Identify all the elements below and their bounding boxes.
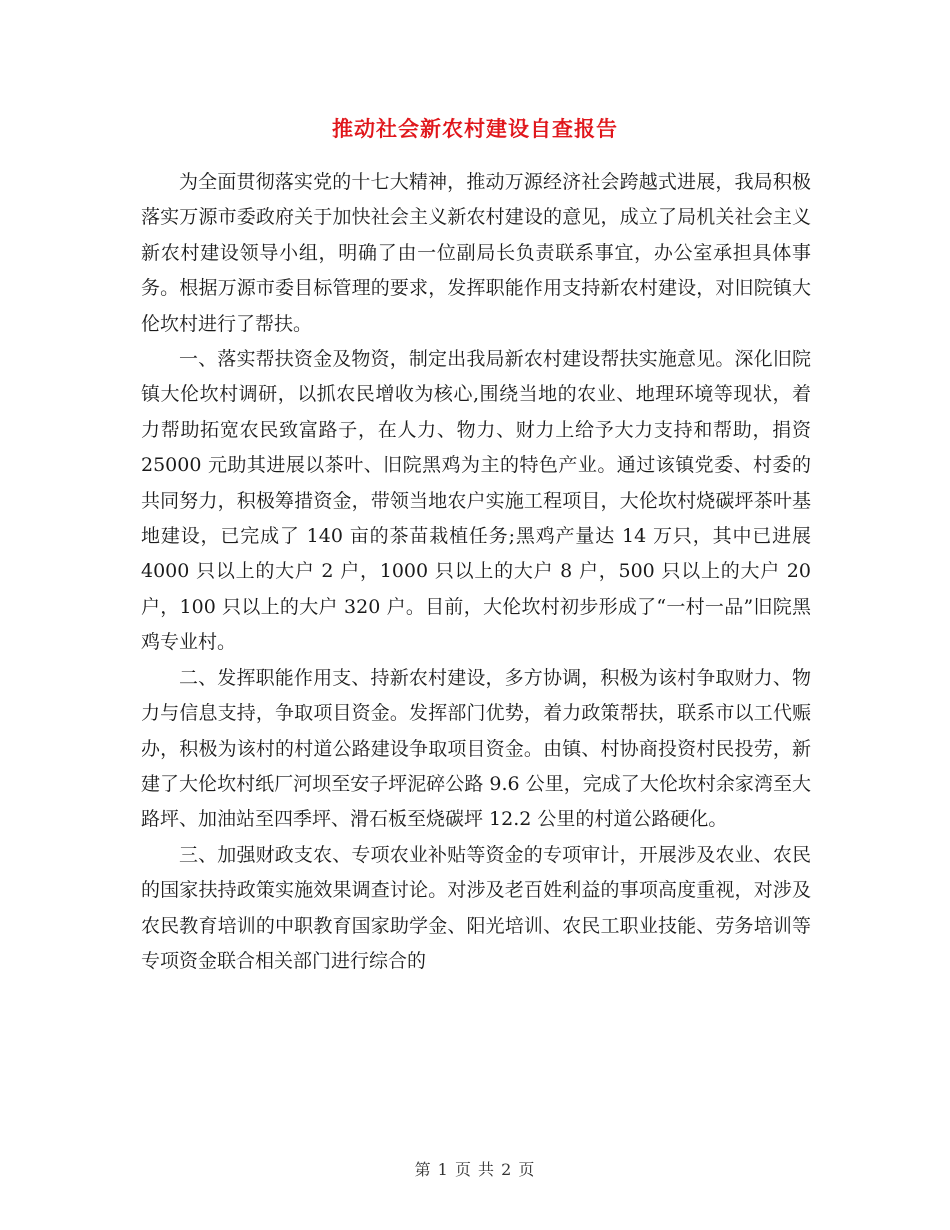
paragraph-section-3: 三、加强财政支农、专项农业补贴等资金的专项审计，开展涉及农业、农民的国家扶持政策实施效果调查讨论。对涉及老百姓利益的事项高度重视，对涉及农民教育培训的中职教育国家助学金、阳光培训、农民工职业技能、劳务培训等专项资金联合相关部门进行综合的: [141, 843, 811, 972]
document-body: [141, 165, 811, 979]
paragraph-section-2: 二、发挥职能作用支、持新农村建设，多方协调，积极为该村争取财力、物力与信息支持，争取项目资金。发挥部门优势，着力政策帮扶，联系市以工代赈办，积极为该村的村道公路建设争取项目资金。由镇、村协商投资村民投劳，新建了大伦坎村纸厂河坝至安子坪泥碎公路 9.6 公里，完成了大伦坎村余家湾至大路坪、加油站至四季坪、滑石板至烧碳坪 12.2 公里的村道公路硬化。: [141, 666, 811, 831]
paragraph-intro: 为全面贯彻落实党的十七大精神，推动万源经济社会跨越式进展，我局积极落实万源市委政府关于加快社会主义新农村建设的意见，成立了局机关社会主义新农村建设领导小组，明确了由一位副局长负责联系事宜，办公室承担具体事务。根据万源市委目标管理的要求，发挥职能作用支持新农村建设，对旧院镇大伦坎村进行了帮扶。: [141, 171, 811, 335]
page-number: 第 1 页 共 2 页: [414, 1160, 536, 1179]
document-title: 推动社会新农村建设自查报告: [332, 116, 618, 141]
paragraph-section-1: 一、落实帮扶资金及物资，制定出我局新农村建设帮扶实施意见。深化旧院镇大伦坎村调研，以抓农民增收为核心,围绕当地的农业、地理环境等现状，着力帮助拓宽农民致富路子，在人力、物力、财力上给予大力支持和帮助，捐资 25000 元助其进展以茶叶、旧院黑鸡为主的特色产业。通过该镇党委、村委的共同努力，积极筹措资金，带领当地农户实施工程项目，大伦坎村烧碳坪茶叶基地建设，已完成了 140 亩的茶苗栽植任务;黑鸡产量达 14 万只，其中已进展 4000 只以上的大户 2 户，1000 只以上的大户 8 户，500 只以上的大户 20 户，100 只以上的大户 320 户。目前，大伦坎村初步形成了“一村一品”旧院黑鸡专业村。: [141, 348, 811, 654]
